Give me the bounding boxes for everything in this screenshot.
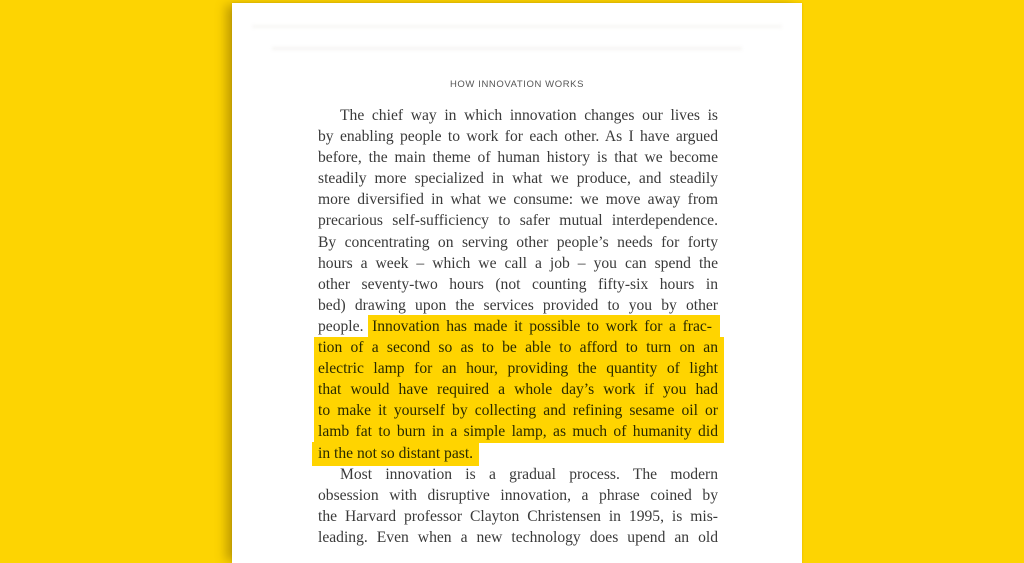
highlighted-line[interactable]: to make it yourself by collecting and refining sesame oil or bbox=[314, 400, 724, 421]
text-line: leading. Even when a new technology does upend an old bbox=[318, 528, 718, 546]
book-page bbox=[232, 3, 802, 563]
text-line: bed) drawing upon the services provided to you by other bbox=[318, 296, 718, 314]
text-line bbox=[318, 316, 718, 337]
text-line bbox=[318, 443, 718, 464]
text-line: more diversified in what we consume: we move away from bbox=[318, 191, 718, 209]
text-line: before, the main theme of human history is that we become bbox=[318, 149, 718, 167]
running-header: HOW INNOVATION WORKS bbox=[449, 79, 585, 90]
highlighted-line[interactable]: tion of a second so as to be able to afford to turn on an bbox=[314, 337, 724, 358]
highlighted-line[interactable]: electric lamp for an hour, providing the quantity of light bbox=[314, 358, 724, 379]
text-line: obsession with disruptive innovation, a phrase coined by bbox=[318, 486, 718, 504]
text-line: steadily more specialized in what we produce, and steadily bbox=[318, 170, 718, 188]
highlighted-line[interactable]: that would have required a whole day’s work if you had bbox=[314, 379, 724, 400]
show-through-text bbox=[272, 47, 742, 50]
plain-text: people. bbox=[318, 317, 364, 335]
text-line: by enabling people to work for each other. As I have argued bbox=[318, 128, 718, 146]
text-line: Most innovation is a gradual process. The modern bbox=[340, 465, 718, 483]
text-line: hours a week – which we call a job – you can spend the bbox=[318, 254, 718, 272]
text-line: the Harvard professor Clayton Christensen in 1995, is mis- bbox=[318, 507, 718, 525]
show-through-text bbox=[252, 25, 782, 28]
highlighted-text[interactable]: Innovation has made it possible to work for a frac- bbox=[370, 317, 718, 337]
text-line: precarious self-sufficiency to safer mutual interdependence. bbox=[318, 212, 718, 230]
text-line: other seventy-two hours (not counting fifty-six hours in bbox=[318, 275, 718, 293]
text-line: The chief way in which innovation changes our lives is bbox=[340, 107, 718, 124]
highlighted-text[interactable]: in the not so distant past. bbox=[314, 444, 477, 464]
body-text bbox=[318, 105, 718, 548]
text-line: By concentrating on serving other people’s needs for forty bbox=[318, 233, 718, 251]
highlighted-line[interactable]: lamb fat to burn in a simple lamp, as much of humanity did bbox=[314, 421, 724, 442]
